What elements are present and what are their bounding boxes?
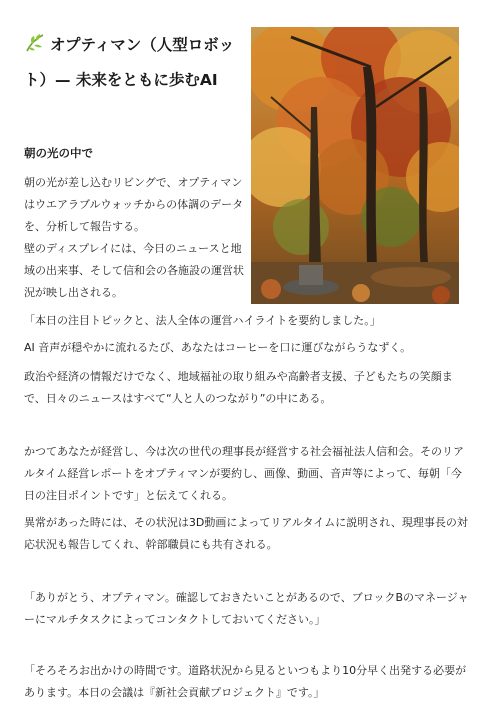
paragraph-3: 「本日の注目トピックと、法人全体の運営ハイライトを要約しました。」	[24, 314, 381, 327]
paragraph-8: 「ありがとう、オプティマン。確認しておきたいことがあるので、ブロックBのマネージャーにマルチタスクによってコンタクトしておいてください。」	[24, 591, 469, 626]
article-title-block	[24, 28, 246, 98]
paragraph-7: 異常があった時には、その状況は3D動画によってリアルタイムに説明され、現理事長の対応状況も報告してくれ、幹部職員にも共有される。	[24, 516, 468, 551]
article-title: オプティマン（人型ロボット）— 未来をともに歩むAI	[24, 36, 235, 89]
paragraph-2: 壁のディスプレイには、今日のニュースと地域の出来事、そして信和会の各施設の運営状況が映し出される。	[24, 242, 244, 299]
paragraph-5: 政治や経済の情報だけでなく、地域福祉の取り組みや高齢者支援、子どもたちの笑顔まで、日々のニュースはすべて“人と人のつながり”の中にある。	[24, 370, 453, 405]
paragraph-9: 「そろそろお出かけの時間です。道路状況から見るといつもより10分早く出発する必要があります。本日の会議は『新社会貢献プロジェクト』です。」	[24, 664, 467, 699]
leaf-icon	[24, 31, 46, 51]
paragraph-1: 朝の光が差し込むリビングで、オプティマンはウエアラブルウォッチからの体調のデータを、分析して報告する。	[24, 176, 244, 233]
paragraph-6: かつてあなたが経営し、今は次の世代の理事長が経営する社会福祉法人信和会。そのリアルタイム経営レポートをオプティマンが要約し、画像、動画、音声等によって、毎朝「今日の注目ポイントです」と伝えてくれる。	[24, 445, 464, 502]
section-heading: 朝の光の中で	[24, 146, 93, 160]
paragraph-4: AI 音声が穏やかに流れるたび、あなたはコーヒーを口に運びながらうなずく。	[24, 341, 412, 354]
autumn-garden-photo	[251, 27, 459, 304]
